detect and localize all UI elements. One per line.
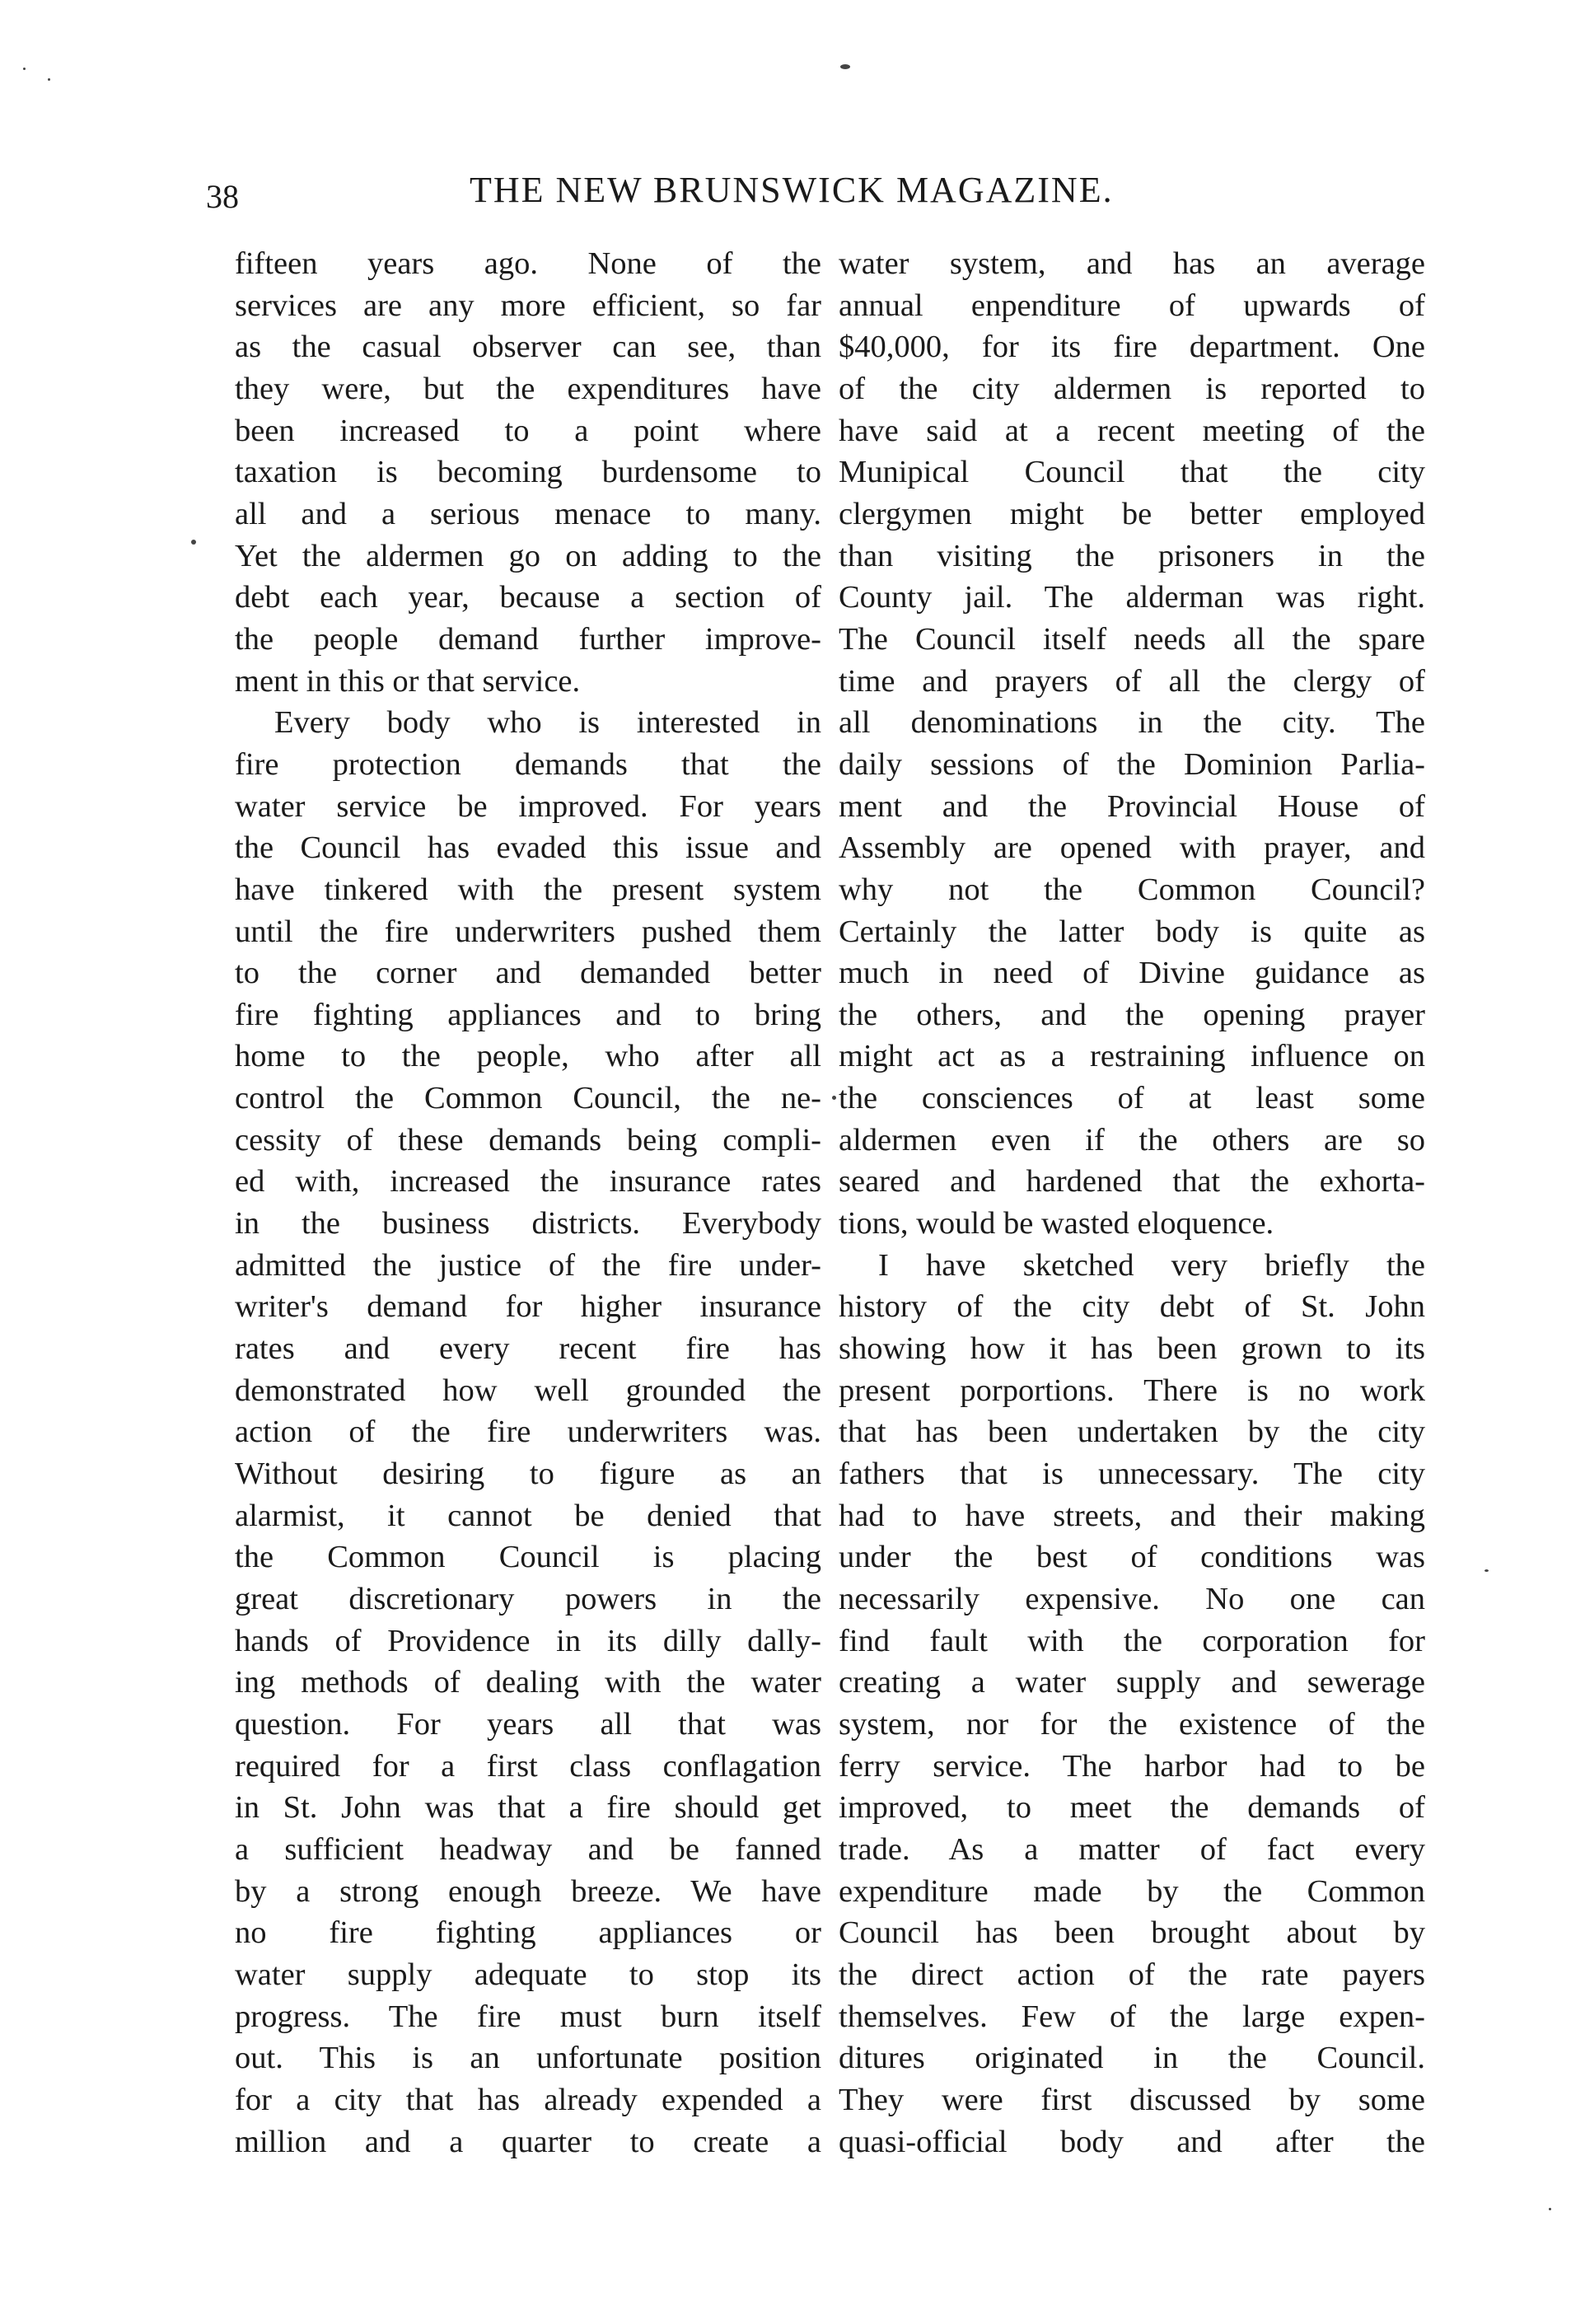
right-column-text-line: clergymen might be better employed xyxy=(839,496,1425,531)
left-column-text-line: the people demand further improve- xyxy=(235,621,821,657)
right-column-text-line: $40,000, for its fire department. One xyxy=(839,330,1425,365)
left-column-text-line: progress. The fire must burn itself xyxy=(235,1999,821,2034)
right-column-text-line: ditures originated in the Council. xyxy=(839,2041,1425,2076)
right-column-text-line: water system, and has an average xyxy=(839,246,1425,281)
left-column-text-line: control the Common Council, the ne- xyxy=(235,1081,821,1116)
right-column-text-line: might act as a restraining influence on xyxy=(839,1039,1425,1074)
right-column-text-line: trade. As a matter of fact every xyxy=(839,1831,1425,1867)
page-number: 38 xyxy=(206,178,239,215)
left-column-text-line: taxation is becoming burdensome to xyxy=(235,455,821,490)
left-column-text-line: out. This is an unfortunate position xyxy=(235,2041,821,2076)
right-column-text-line: They were first discussed by some xyxy=(839,2082,1425,2117)
right-column-text-line: The Council itself needs all the spare xyxy=(839,621,1425,657)
right-column-text-line: system, nor for the existence of the xyxy=(839,1706,1425,1742)
right-column-text-line: time and prayers of all the clergy of xyxy=(839,663,1425,699)
left-column-text-line: fire protection demands that the xyxy=(235,746,821,782)
right-column-text-line: all denominations in the city. The xyxy=(839,705,1425,741)
right-column-text-line: annual enpenditure of upwards of xyxy=(839,288,1425,323)
left-column-text-line: water supply adequate to stop its xyxy=(235,1957,821,1992)
right-column-text-line: quasi-official body and after the xyxy=(839,2124,1425,2159)
right-column-text-line: that has been undertaken by the city xyxy=(839,1415,1425,1450)
right-column-text-line: expenditure made by the Common xyxy=(839,1873,1425,1909)
right-column-text-line: the consciences of at least some xyxy=(839,1081,1425,1116)
left-column-text-line: million and a quarter to create a xyxy=(235,2124,821,2159)
right-column-text-line: under the best of conditions was xyxy=(839,1540,1425,1575)
left-column-text-line: ed with, increased the insurance rates xyxy=(235,1164,821,1199)
left-column-text-line: all and a serious menace to many. xyxy=(235,496,821,531)
left-column-text-line: ment in this or that service. xyxy=(235,663,581,699)
left-column-text-line: by a strong enough breeze. We have xyxy=(235,1873,821,1909)
right-column-text-line: daily sessions of the Dominion Parlia- xyxy=(839,746,1425,782)
left-column-text-line: the Common Council is placing xyxy=(235,1540,821,1575)
right-column-text-line: fathers that is unnecessary. The city xyxy=(839,1457,1425,1492)
left-column-text-line: rates and every recent fire has xyxy=(235,1331,821,1367)
scan-speck xyxy=(1549,2208,1551,2210)
left-column-text-line: in the business districts. Everybody xyxy=(235,1206,821,1241)
left-column-text-line: until the fire underwriters pushed them xyxy=(235,914,821,949)
left-column-text-line: great discretionary powers in the xyxy=(235,1582,821,1616)
left-column-text-line: have tinkered with the present system xyxy=(235,872,821,907)
page-header xyxy=(206,169,1359,218)
left-column-text-line: services are any more efficient, so far xyxy=(235,288,821,323)
left-column-text-line: in St. John was that a fire should get xyxy=(235,1790,821,1826)
right-column-text-line: creating a water supply and sewerage xyxy=(839,1665,1425,1700)
left-column-text-line: home to the people, who after all xyxy=(235,1039,821,1074)
left-column-text-line: fifteen years ago. None of the xyxy=(235,246,821,281)
right-column-text-line: present porportions. There is no work xyxy=(839,1372,1425,1408)
right-column-text-line: Munipical Council that the city xyxy=(839,455,1425,490)
right-column-text-line: Assembly are opened with prayer, and xyxy=(839,830,1425,866)
right-column-text-line: of the city aldermen is reported to xyxy=(839,371,1425,406)
left-column-text-line: fire fighting appliances and to bring xyxy=(235,997,821,1032)
left-column-text-line: ing methods of dealing with the water xyxy=(235,1665,821,1700)
left-column-text-line: debt each year, because a section of xyxy=(235,580,821,615)
scan-speck xyxy=(191,540,196,545)
right-column-text-line: much in need of Divine guidance as xyxy=(839,956,1425,991)
scan-speck xyxy=(23,68,26,70)
left-column-text-line: they were, but the expenditures have xyxy=(235,371,821,406)
right-column-text-line: the direct action of the rate payers xyxy=(839,1957,1425,1992)
left-column-text-line: to the corner and demanded better xyxy=(235,956,821,991)
left-column xyxy=(235,243,821,2163)
right-column-text-line: ferry service. The harbor had to be xyxy=(839,1748,1425,1784)
left-column-text-line: as the casual observer can see, than xyxy=(235,330,821,365)
left-column-text-line: been increased to a point where xyxy=(235,413,821,448)
left-column-text-line: the Council has evaded this issue and xyxy=(235,830,821,866)
left-column-text-line: demonstrated how well grounded the xyxy=(235,1372,821,1408)
left-column-text-line: hands of Providence in its dilly dally- xyxy=(235,1623,821,1658)
scan-speck xyxy=(840,64,850,69)
left-column-text-line: writer's demand for higher insurance xyxy=(235,1289,821,1325)
left-column-text-line: Yet the aldermen go on adding to the xyxy=(235,538,821,573)
right-column-text-line: themselves. Few of the large expen- xyxy=(839,1999,1425,2034)
left-column-text-line: action of the fire underwriters was. xyxy=(235,1415,821,1450)
scan-speck xyxy=(832,1096,836,1100)
right-column-text-line: why not the Common Council? xyxy=(839,872,1425,907)
left-column-text-line: alarmist, it cannot be denied that xyxy=(235,1498,821,1533)
running-title: THE NEW BRUNSWICK MAGAZINE. xyxy=(470,170,1114,210)
scan-speck xyxy=(1484,1569,1489,1572)
right-column-text-line: I have sketched very briefly the xyxy=(878,1247,1425,1283)
right-column-text-line: aldermen even if the others are so xyxy=(839,1122,1425,1157)
right-column-text-line: necessarily expensive. No one can xyxy=(839,1582,1425,1616)
left-column-text-line: for a city that has already expended a xyxy=(235,2082,821,2117)
left-column-text-line: admitted the justice of the fire under- xyxy=(235,1247,821,1283)
right-column-text-line: Council has been brought about by xyxy=(839,1915,1425,1951)
scan-speck xyxy=(48,78,50,81)
left-column-text-line: Every body who is interested in xyxy=(274,705,821,741)
right-column-text-line: seared and hardened that the exhorta- xyxy=(839,1164,1425,1199)
right-column-text-line: had to have streets, and their making xyxy=(839,1498,1425,1533)
right-column-text-line: showing how it has been grown to its xyxy=(839,1331,1425,1367)
left-column-text-line: question. For years all that was xyxy=(235,1706,821,1742)
right-column-text-line: County jail. The alderman was right. xyxy=(839,580,1425,615)
right-column-text-line: than visiting the prisoners in the xyxy=(839,538,1425,573)
left-column-text-line: Without desiring to figure as an xyxy=(235,1457,821,1492)
left-column-text-line: a sufficient headway and be fanned xyxy=(235,1831,821,1867)
right-column-text-line: history of the city debt of St. John xyxy=(839,1289,1425,1325)
left-column-text-line: required for a first class conflagation xyxy=(235,1748,821,1784)
right-column xyxy=(839,243,1425,2163)
right-column-text-line: the others, and the opening prayer xyxy=(839,997,1425,1032)
right-column-text-line: ment and the Provincial House of xyxy=(839,788,1425,824)
right-column-text-line: find fault with the corporation for xyxy=(839,1623,1425,1658)
right-column-text-line: tions, would be wasted eloquence. xyxy=(839,1206,1274,1241)
right-column-text-line: Certainly the latter body is quite as xyxy=(839,914,1425,949)
left-column-text-line: no fire fighting appliances or xyxy=(235,1915,821,1951)
right-column-text-line: have said at a recent meeting of the xyxy=(839,413,1425,448)
left-column-text-line: cessity of these demands being compli- xyxy=(235,1122,821,1157)
left-column-text-line: water service be improved. For years xyxy=(235,788,821,824)
right-column-text-line: improved, to meet the demands of xyxy=(839,1790,1425,1826)
